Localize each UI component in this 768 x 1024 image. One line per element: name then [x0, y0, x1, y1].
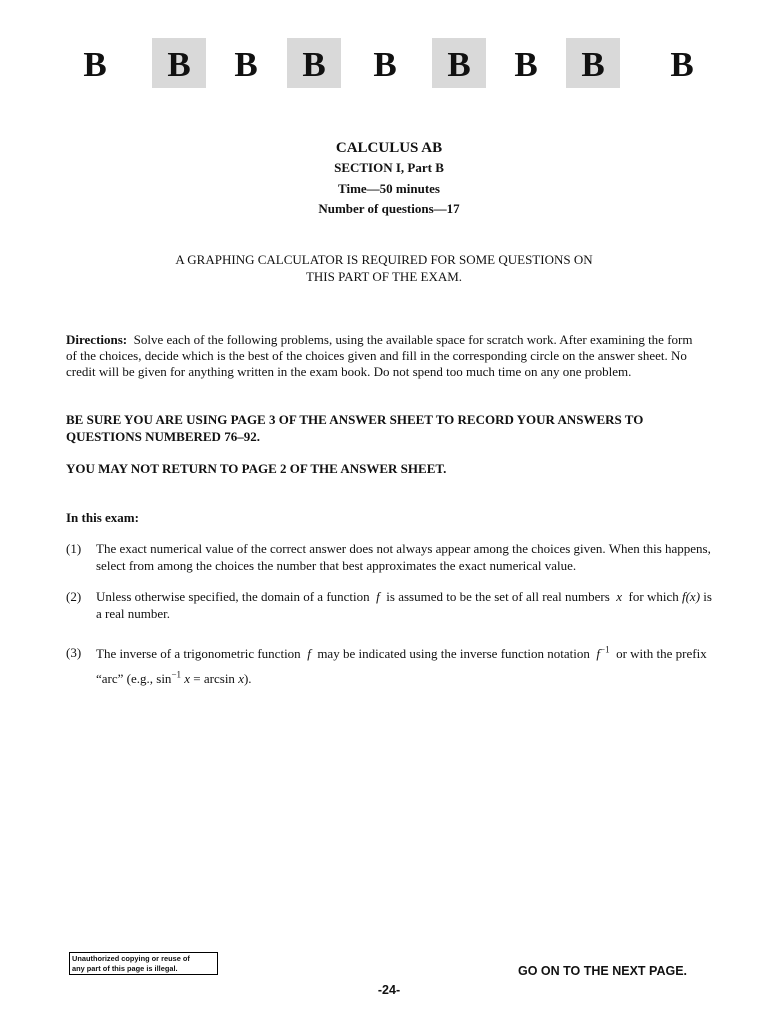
- item-number: (1): [66, 541, 82, 556]
- section-letter-banner: [0, 38, 768, 90]
- directions-label: Directions:: [66, 332, 128, 347]
- calculator-notice-line: A GRAPHING CALCULATOR IS REQUIRED FOR SOME QUESTIONS ON: [175, 252, 593, 267]
- item-text-segment: The inverse of a trigonometric function: [96, 646, 301, 661]
- math-f-inverse: f: [596, 646, 601, 661]
- page-number: -24-: [377, 983, 401, 997]
- no-return-note: YOU MAY NOT RETURN TO PAGE 2 OF THE ANSWER SHEET.: [66, 461, 447, 476]
- math-exponent: −1: [600, 644, 610, 655]
- section-letter: B: [514, 45, 538, 84]
- item-text-segment: is assumed to be the set of all real numbers: [386, 589, 610, 604]
- section-letter: B: [152, 38, 206, 88]
- section-letter: B: [234, 45, 258, 84]
- section-letter: B: [670, 45, 694, 84]
- item-text: [96, 589, 714, 622]
- item-text: [96, 641, 714, 691]
- item-text: The exact numerical value of the correct answer does not always appear among the choices given. When this happens, select from among the choices the number that best approximates the exact numerical value.: [96, 541, 711, 573]
- math-var-f: f: [376, 589, 380, 604]
- math-fx: f(x): [681, 589, 701, 604]
- section-letter: B: [373, 45, 397, 84]
- section-letter: B: [432, 38, 486, 88]
- section-label: SECTION I, Part B: [334, 160, 444, 175]
- math-exponent: −1: [171, 669, 182, 680]
- go-on-next-page: GO ON TO THE NEXT PAGE.: [518, 964, 688, 978]
- exam-note-item: [66, 589, 714, 622]
- math-sin: sin: [156, 671, 172, 686]
- directions-text: Solve each of the following problems, using the available space for scratch work. After examining the form of the choices, decide which is the best of the choices given and fill in the corresponding circle on the answer sheet. No credit will be given for anything written in the exam book. Do not spend too much time on any one problem.: [66, 332, 693, 380]
- exam-header: [0, 138, 768, 220]
- exam-note-item: [66, 541, 714, 574]
- item-number: (2): [66, 589, 82, 604]
- question-count: Number of questions—17: [318, 201, 460, 216]
- copyright-notice: [69, 952, 218, 975]
- math-arcsin: arcsin: [203, 671, 235, 686]
- math-var-x: x: [616, 589, 623, 604]
- in-this-exam-heading: In this exam:: [66, 510, 139, 525]
- exam-title: CALCULUS AB: [335, 140, 443, 156]
- calculator-notice-line: THIS PART OF THE EXAM.: [305, 268, 463, 284]
- item-text-segment: is a real number.: [96, 589, 712, 621]
- item-text-segment: ).: [243, 671, 252, 686]
- copyright-line: Unauthorized copying or reuse of: [72, 954, 190, 963]
- math-var-x: x: [238, 671, 244, 686]
- item-number: (3): [66, 645, 82, 660]
- math-var-f: f: [307, 646, 311, 661]
- item-text-segment: for which: [628, 589, 679, 604]
- time-limit: Time—50 minutes: [338, 180, 440, 196]
- calculator-notice: [0, 252, 768, 285]
- math-equals: =: [193, 671, 201, 686]
- section-letter: B: [287, 38, 341, 88]
- directions-paragraph: [66, 332, 706, 381]
- item-text-segment: may be indicated using the inverse function notation: [317, 646, 590, 661]
- copyright-line: any part of this page is illegal.: [72, 963, 178, 973]
- math-var-x: x: [184, 671, 191, 686]
- item-text-segment: or with the prefix “arc” (e.g.,: [96, 646, 707, 686]
- section-letter: B: [566, 38, 620, 88]
- answer-sheet-note: BE SURE YOU ARE USING PAGE 3 OF THE ANSWER SHEET TO RECORD YOUR ANSWERS TO QUESTIONS NUMBERED 76–92.: [66, 412, 644, 444]
- item-text-segment: Unless otherwise specified, the domain of a function: [96, 589, 370, 604]
- exam-note-item: [66, 641, 714, 691]
- section-letter: B: [83, 45, 107, 84]
